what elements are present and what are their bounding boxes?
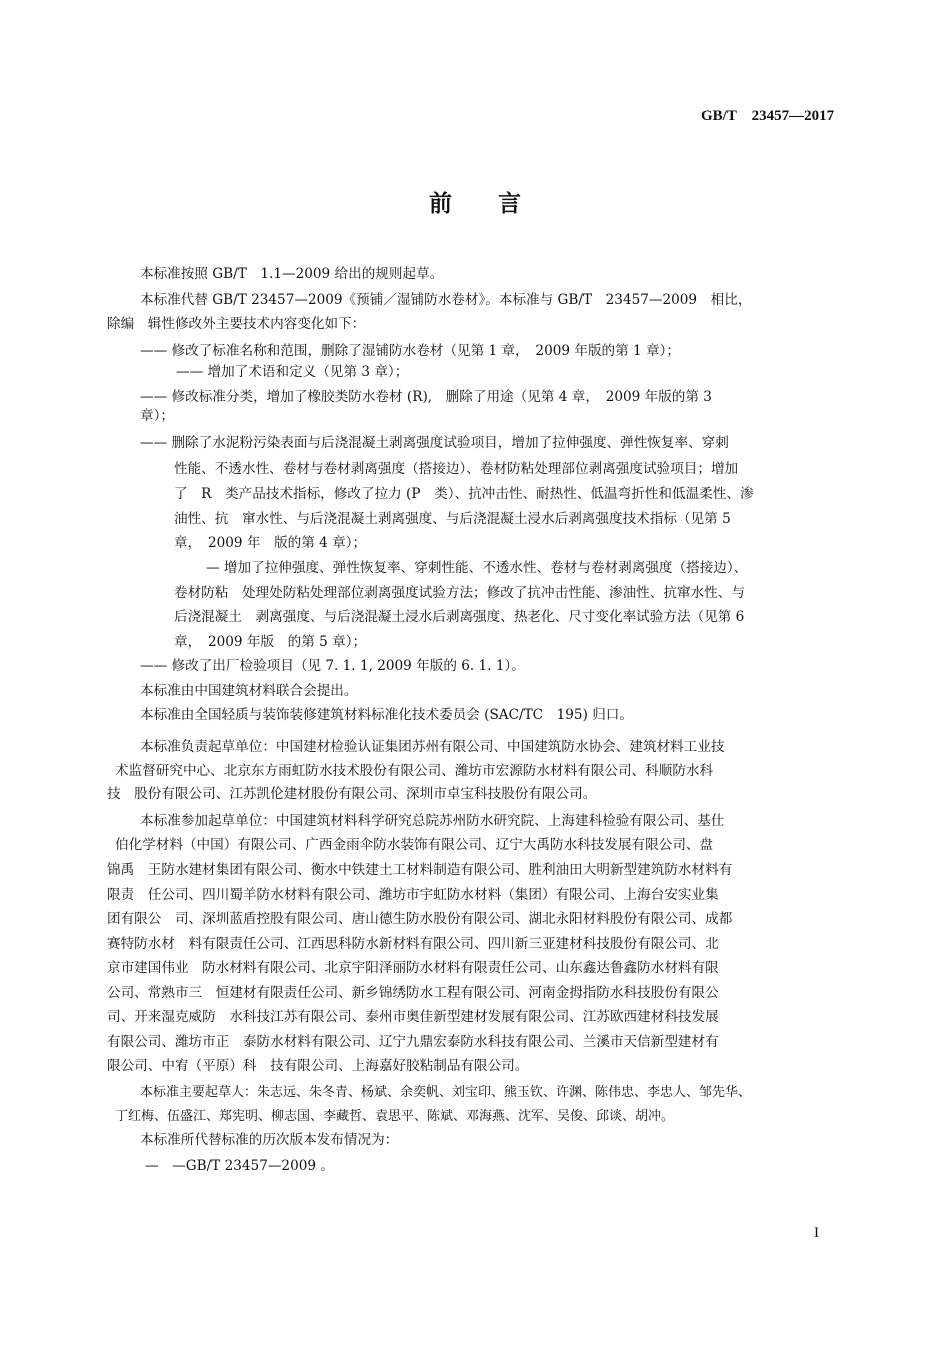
paragraph-line: 技 股份有限公司、江苏凯伦建材股份有限公司、深圳市卓宝科技股份有限公司。: [107, 786, 597, 802]
paragraph-line: 限责 任公司、四川蜀羊防水材料有限公司、潍坊市宇虹防水材料（集团）有限公司、上海台安实业集: [107, 887, 719, 903]
list-item-continuation: 性能、不透水性、卷材与卷材剥离强度（搭接边）、卷材防粘处理部位剥离强度试验项目；增加: [174, 461, 739, 477]
paragraph-line: 本标准由中国建筑材料联合会提出。: [140, 683, 358, 699]
paragraph-line: 限公司、中宥（平原）科 技有限公司、上海嘉好胶粘制品有限公司。: [107, 1058, 529, 1074]
list-item-continuation: 章， 2009 年版 的第 5 章）；: [174, 634, 367, 650]
paragraph-line: 京市建国伟业 防水材料有限公司、北京宇阳泽丽防水材料有限责任公司、山东鑫达鲁鑫防水材料有限: [107, 960, 719, 976]
list-item-continuation: 了 R 类产品技术指标，修改了拉力 (P 类）、抗冲击性、耐热性、低温弯折性和低温柔性、渗: [174, 486, 754, 502]
list-item-continuation: 油性、抗 窜水性、与后浇混凝土剥离强度、与后浇混凝土浸水后剥离强度技术指标（见第 5: [174, 511, 731, 527]
list-item-continuation: 卷材防粘 处理处防粘处理部位剥离强度试验方法；修改了抗冲击性能、渗油性、抗窜水性、与: [174, 585, 745, 601]
paragraph-line: 本标准所代替标准的历次版本发布情况为：: [140, 1132, 399, 1148]
paragraph-line: 除编 辑性修改外主要技术内容变化如下：: [107, 316, 366, 332]
paragraph-line: 本标准负责起草单位：中国建材检验认证集团苏州有限公司、中国建筑防水协会、建筑材料工业技: [140, 739, 725, 755]
list-item-continuation: 章）；: [140, 408, 174, 424]
list-item-continuation: 章， 2009 年 版的第 4 章）；: [174, 535, 367, 551]
paragraph-line: 本标准主要起草人：朱志远、朱冬青、杨斌、余奕帆、刘宝印、熊玉钦、许渊、陈伟忠、李忠人、邹先华、: [140, 1085, 752, 1100]
list-item: — 增加了拉伸强度、弹性恢复率、穿刺性能、不透水性、卷材与卷材剥离强度（搭接边）、: [206, 560, 748, 576]
paragraph-line: 本标准按照 GB/T 1.1—2009 给出的规则起草。: [140, 266, 444, 282]
paragraph-line: 本标准代替 GB/T 23457—2009《预铺／湿铺防水卷材》。本标准与 GB/T 23457—2009 相比，: [140, 292, 752, 308]
paragraph-line: 有限公司、潍坊市正 泰防水材料有限公司、辽宁九鼎宏泰防水科技有限公司、兰溪市天信新型建材有: [107, 1034, 719, 1050]
paragraph-line: 锦禹 王防水建材集团有限公司、衡水中铁建土工材料制造有限公司、胜利油田大明新型建筑防水材料有: [107, 862, 733, 878]
paragraph-line: 公司、常熟市三 恒建材有限责任公司、新乡锦绣防水工程有限公司、河南金拇指防水科技股份有限公: [107, 985, 719, 1001]
paragraph-line: 本标准参加起草单位：中国建筑材料科学研究总院苏州防水研究院、上海建科检验有限公司、基仕: [140, 813, 725, 829]
list-item: —— 修改了出厂检验项目（见 7. 1. 1, 2009 年版的 6. 1. 1）。: [140, 658, 525, 674]
paragraph-line: 团有限公 司、深圳蓝盾控股有限公司、唐山德生防水股份有限公司、湖北永阳材料股份有限公司、成都: [107, 911, 733, 927]
paragraph-line: 术监督研究中心、北京东方雨虹防水技术股份有限公司、潍坊市宏源防水材料有限公司、科顺防水科: [115, 763, 714, 779]
paragraph-line: 司、开来湿克威防 水科技江苏有限公司、泰州市奥佳新型建材发展有限公司、江苏欧西建材科技发展: [107, 1009, 719, 1025]
paragraph-line: 伯化学材料（中国）有限公司、广西金雨伞防水装饰有限公司、辽宁大禹防水科技发展有限公司、盘: [115, 837, 714, 853]
list-item: —— 修改了标准名称和范围，删除了湿铺防水卷材（见第 1 章， 2009 年版的第 1 章）；: [140, 343, 680, 359]
page-number: I: [814, 1225, 819, 1241]
list-item: —— 修改标准分类，增加了橡胶类防水卷材 (R), 删除了用途（见第 4 章， 2009 年版的第 3: [140, 389, 712, 405]
paragraph-line: 丁红梅、伍盛江、郑宪明、柳志国、李藏哲、袁思平、陈斌、邓海燕、沈军、吴俊、邱谈、胡冲。: [115, 1109, 675, 1124]
page-title: 前 言: [429, 191, 521, 217]
paragraph-line: 赛特防水材 料有限责任公司、江西思科防水新材料有限公司、四川新三亚建材科技股份有限公司、北: [107, 936, 719, 952]
standard-code: GB/T 23457—2017: [701, 108, 835, 124]
list-item: —— 删除了水泥粉污染表面与后浇混凝土剥离强度试验项目，增加了拉伸强度、弹性恢复率、穿刺: [140, 435, 729, 451]
list-item-continuation: 后浇混凝土 剥离强度、与后浇混凝土浸水后剥离强度、热老化、尺寸变化率试验方法（见第 6: [174, 609, 745, 625]
list-item: —— 增加了术语和定义（见第 3 章）；: [176, 364, 409, 380]
list-item: — —GB/T 23457—2009 。: [145, 1158, 334, 1174]
paragraph-line: 本标准由全国轻质与装饰装修建筑材料标准化技术委员会 (SAC/TC 195) 归口。: [140, 707, 633, 723]
